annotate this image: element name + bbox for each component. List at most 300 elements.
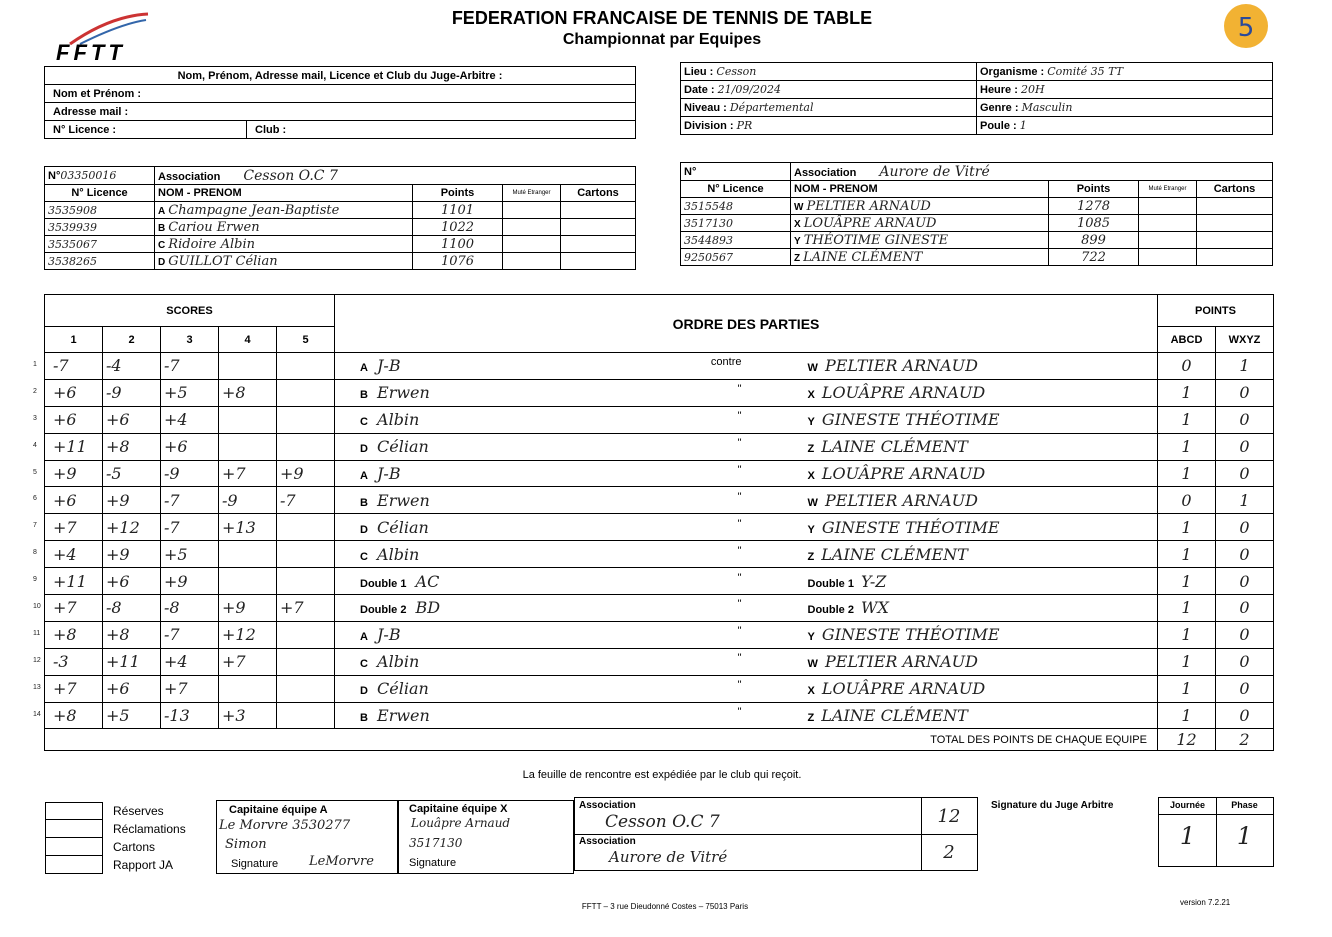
set-score-value: +6: [164, 437, 188, 457]
team-a-player-cartons: [561, 253, 636, 270]
team-x-player-letter: Z: [794, 252, 801, 264]
set-score-value: -7: [164, 490, 180, 510]
check-label: Réclamations: [113, 822, 186, 836]
set-score: [161, 702, 219, 729]
team-a-name-head: NOM - PRENOM: [155, 185, 413, 202]
game-number: 5: [33, 468, 37, 476]
set-score-value: -7: [53, 356, 69, 376]
set-score: [219, 460, 277, 487]
checkbox[interactable]: [45, 856, 103, 874]
set-score-value: +7: [53, 517, 77, 537]
set-score-value: +4: [164, 652, 188, 672]
set-score-value: +9: [106, 490, 130, 510]
game-a-player: Célian: [377, 517, 429, 537]
game-points-x: 0: [1216, 460, 1274, 487]
game-points-a: 1: [1158, 406, 1216, 433]
checkbox[interactable]: [45, 820, 103, 838]
game-x-code: Y: [807, 416, 815, 429]
set-score: [33, 487, 103, 514]
logo-text: FFTT: [56, 40, 126, 65]
game-row: [45, 406, 1274, 433]
set-score-value: +7: [53, 598, 77, 618]
set-score-value: -4: [106, 356, 122, 376]
game-points-x: 0: [1216, 675, 1274, 702]
set-score-value: +6: [53, 383, 77, 403]
game-x-code: Z: [807, 712, 815, 725]
team-x-player-mute: [1139, 215, 1197, 232]
game-points-a: 1: [1158, 702, 1216, 729]
set-score: [277, 595, 335, 622]
phase-label: Phase: [1231, 800, 1258, 810]
set-score-value: +6: [53, 490, 77, 510]
player-row: [681, 198, 1273, 215]
heure-label: Heure :: [980, 84, 1018, 96]
set-score-value: +7: [222, 652, 246, 672]
referee-table: [44, 66, 636, 139]
team-x-player-mute: [1139, 249, 1197, 266]
game-separator: ": [737, 706, 742, 719]
game-row: [45, 379, 1274, 406]
set-4-head: 4: [219, 327, 277, 353]
team-a-player-name-cell: [155, 202, 413, 219]
game-number: 10: [33, 603, 41, 611]
team-x-player-letter: X: [794, 218, 801, 230]
team-a-player-letter: B: [158, 222, 166, 234]
team-a-player-name: GUILLOT Célian: [168, 253, 278, 269]
games-table: [33, 294, 1274, 751]
team-x-player-licence: 3517130: [681, 215, 791, 232]
game-a-code: A: [360, 362, 368, 375]
captain-a-label: Capitaine équipe A: [229, 804, 328, 816]
svg-text:5: 5: [1237, 13, 1255, 43]
game-points-x: 0: [1216, 595, 1274, 622]
game-row: [45, 568, 1274, 595]
team-a-player-licence: 3538265: [45, 253, 155, 270]
set-score: [103, 621, 161, 648]
team-x-player-cartons: [1197, 215, 1273, 232]
checkbox[interactable]: [45, 838, 103, 856]
set-score: [219, 433, 277, 460]
set-score-value: -9: [106, 383, 122, 403]
journee-phase-box: [1158, 797, 1274, 867]
assoc-a-value: Cesson O.C 7: [605, 812, 720, 832]
game-x-code: X: [807, 685, 815, 698]
game-x-player: LAINE CLÉMENT: [821, 437, 968, 457]
game-points-a: 1: [1158, 648, 1216, 675]
team-x-player-points: 1085: [1049, 215, 1139, 232]
set-score: [33, 353, 103, 380]
game-a-player: Erwen: [377, 383, 430, 403]
game-row: [45, 541, 1274, 568]
player-row: [45, 219, 636, 236]
team-x-player-name: PELTIER ARNAUD: [806, 198, 931, 214]
set-score: [103, 353, 161, 380]
check-item: [45, 802, 186, 820]
checkbox[interactable]: [45, 802, 103, 820]
team-a-player-points: 1022: [413, 219, 503, 236]
set-score-value: -3: [53, 652, 69, 672]
set-score-value: -7: [164, 517, 180, 537]
game-a-code: Double 1: [360, 577, 407, 590]
checkbox-list: [45, 802, 186, 874]
set-score: [33, 433, 103, 460]
game-x-player: LOUÂPRE ARNAUD: [821, 679, 986, 699]
set-score-value: +4: [53, 544, 77, 564]
set-score-value: -7: [164, 625, 180, 645]
team-x-licence-head: N° Licence: [681, 181, 791, 198]
result-assoc-box: [574, 797, 978, 871]
game-points-x: 0: [1216, 648, 1274, 675]
game-x-cell: [805, 379, 1158, 406]
game-x-player: Y-Z: [861, 571, 887, 591]
team-x-player-mute: [1139, 198, 1197, 215]
team-a-player-mute: [503, 202, 561, 219]
game-number: 13: [33, 683, 41, 691]
game-a-player: J-B: [377, 464, 401, 483]
referee-email-label: Adresse mail :: [45, 103, 636, 121]
heure-value: 20H: [1020, 83, 1045, 96]
game-points-x: 1: [1216, 487, 1274, 514]
set-score-value: -8: [164, 598, 180, 618]
set-score: [103, 595, 161, 622]
game-a-cell: [335, 648, 805, 675]
set-score-value: +9: [106, 544, 130, 564]
team-x-player-name-cell: [791, 198, 1049, 215]
team-x-player-name-cell: [791, 232, 1049, 249]
set-score: [103, 379, 161, 406]
team-a-player-licence: 3535908: [45, 202, 155, 219]
team-x-player-cartons: [1197, 232, 1273, 249]
game-x-player: GINESTE THÉOTIME: [821, 625, 1000, 645]
totals-label: TOTAL DES POINTS DE CHAQUE EQUIPE: [45, 729, 1158, 751]
team-x-player-name: LOUÂPRE ARNAUD: [803, 215, 937, 231]
score-a-value: 12: [937, 806, 961, 827]
captain-a-extra: Simon: [225, 837, 267, 852]
check-label: Cartons: [113, 840, 156, 854]
referee-club-label: Club :: [247, 121, 636, 139]
game-separator: ": [737, 544, 742, 557]
set-score: [277, 541, 335, 568]
lieu-label: Lieu :: [684, 66, 714, 78]
game-x-cell: [805, 353, 1158, 380]
check-item: [45, 856, 186, 874]
set-score: [33, 460, 103, 487]
niveau-label: Niveau :: [684, 102, 727, 114]
game-x-code: Y: [807, 631, 815, 644]
player-icon: [1222, 2, 1270, 50]
set-score: [103, 675, 161, 702]
date-value: 21/09/2024: [717, 83, 782, 96]
total-a: 12: [1158, 729, 1216, 751]
player-row: [45, 202, 636, 219]
game-a-cell: [335, 621, 805, 648]
phase-value: 1: [1236, 822, 1253, 850]
set-score: [277, 621, 335, 648]
division-label: Division :: [684, 120, 734, 132]
set-score-value: +6: [106, 571, 130, 591]
captain-a-name: Le Morvre 3530277: [219, 818, 351, 833]
set-score: [277, 514, 335, 541]
journee-value: 1: [1179, 822, 1196, 850]
game-x-cell: [805, 541, 1158, 568]
game-x-cell: [805, 487, 1158, 514]
team-x-player-name: THÉOTIME GINESTE: [803, 232, 949, 248]
set-score: [277, 702, 335, 729]
set-score: [103, 541, 161, 568]
game-separator: ": [737, 437, 742, 450]
game-points-a: 0: [1158, 353, 1216, 380]
team-x-player-points: 722: [1049, 249, 1139, 266]
team-x-player-cartons: [1197, 198, 1273, 215]
game-x-code: X: [807, 389, 815, 402]
game-a-cell: [335, 514, 805, 541]
team-a-player-licence: 3539939: [45, 219, 155, 236]
team-a-player-points: 1076: [413, 253, 503, 270]
team-x-player-licence: 3544893: [681, 232, 791, 249]
team-x-mute-head: Muté Etranger: [1139, 181, 1197, 198]
set-score: [161, 568, 219, 595]
set-score: [33, 379, 103, 406]
game-a-player: J-B: [377, 356, 401, 376]
game-row: [45, 621, 1274, 648]
game-a-player: AC: [415, 571, 440, 591]
ja-signature-label: Signature du Juge Arbitre: [991, 800, 1114, 811]
set-score: [277, 648, 335, 675]
set-score: [219, 568, 277, 595]
team-a-licence-head: N° Licence: [45, 185, 155, 202]
set-score: [219, 648, 277, 675]
set-score: [219, 675, 277, 702]
game-points-a: 1: [1158, 514, 1216, 541]
game-number: 7: [33, 522, 37, 530]
game-points-x: 0: [1216, 406, 1274, 433]
game-separator: ": [737, 652, 742, 665]
set-score: [103, 487, 161, 514]
game-points-x: 0: [1216, 702, 1274, 729]
order-head: ORDRE DES PARTIES: [335, 295, 1158, 353]
game-x-player: PELTIER ARNAUD: [824, 490, 978, 510]
game-a-code: C: [360, 550, 368, 563]
set-score-value: +3: [222, 706, 246, 726]
team-a-player-name-cell: [155, 253, 413, 270]
game-a-code: D: [360, 685, 368, 698]
game-x-player: LOUÂPRE ARNAUD: [821, 383, 986, 403]
check-label: Rapport JA: [113, 858, 174, 872]
set-score-value: -7: [280, 490, 296, 510]
game-x-code: W: [807, 496, 818, 509]
game-a-code: B: [360, 496, 368, 509]
team-a-points-head: Points: [413, 185, 503, 202]
set-score: [219, 702, 277, 729]
team-a-num: 03350016: [60, 169, 117, 182]
set-score-value: +7: [280, 598, 304, 618]
game-x-cell: [805, 675, 1158, 702]
game-separator: ": [737, 625, 742, 638]
game-x-player: PELTIER ARNAUD: [824, 652, 978, 672]
set-score: [161, 379, 219, 406]
game-x-cell: [805, 648, 1158, 675]
set-score-value: +9: [222, 598, 246, 618]
set-score: [219, 379, 277, 406]
team-x-name-head: NOM - PRENOM: [791, 181, 1049, 198]
player-row: [45, 236, 636, 253]
set-score-value: +11: [53, 437, 87, 457]
set-score: [103, 568, 161, 595]
game-a-code: A: [360, 470, 368, 482]
set-score: [277, 460, 335, 487]
captain-a-box: [216, 800, 398, 874]
set-score: [161, 541, 219, 568]
game-a-player: Erwen: [377, 706, 430, 726]
team-x-table: [680, 162, 1273, 266]
team-x-player-licence: 3515548: [681, 198, 791, 215]
points-head: POINTS: [1158, 295, 1274, 327]
game-points-a: 1: [1158, 460, 1216, 487]
game-points-a: 0: [1158, 487, 1216, 514]
organisme-value: Comité 35 TT: [1047, 65, 1124, 78]
team-x-assoc-label: Association: [794, 166, 857, 179]
game-a-cell: [335, 568, 805, 595]
game-a-cell: [335, 541, 805, 568]
game-row: [45, 353, 1274, 380]
set-score: [219, 353, 277, 380]
game-separator: ": [737, 410, 742, 423]
assoc-x-value: Aurore de Vitré: [609, 848, 728, 866]
set-score: [161, 460, 219, 487]
set-score-value: +11: [53, 571, 87, 591]
player-row: [681, 232, 1273, 249]
set-score-value: +7: [53, 679, 77, 699]
set-score-value: -8: [106, 598, 122, 618]
set-score-value: -13: [164, 706, 190, 726]
game-a-player: BD: [415, 598, 441, 618]
team-a-player-cartons: [561, 202, 636, 219]
team-x-player-letter: W: [794, 201, 804, 213]
set-score: [161, 621, 219, 648]
team-x-player-name-cell: [791, 215, 1049, 232]
game-a-code: Double 2: [360, 604, 407, 617]
game-a-player: Célian: [377, 679, 429, 699]
set-score: [219, 406, 277, 433]
captain-x-name: Louâpre Arnaud: [411, 816, 511, 830]
total-x: 2: [1216, 729, 1274, 751]
team-a-num-label: N°: [48, 170, 61, 182]
game-a-code: D: [360, 443, 368, 456]
assoc-a-label: Association: [579, 800, 636, 811]
wxyz-head: WXYZ: [1216, 327, 1274, 353]
genre-label: Genre :: [980, 102, 1019, 114]
event-logo: [1222, 2, 1270, 50]
set-score-value: -5: [106, 464, 122, 483]
set-score: [33, 595, 103, 622]
set-score-value: +9: [280, 464, 304, 483]
set-score: [103, 648, 161, 675]
game-x-player: LOUÂPRE ARNAUD: [821, 464, 986, 483]
set-score: [219, 514, 277, 541]
set-score-value: +5: [106, 706, 130, 726]
game-a-player: Célian: [377, 437, 429, 457]
set-score: [103, 406, 161, 433]
player-row: [681, 215, 1273, 232]
set-score: [161, 353, 219, 380]
team-x-player-mute: [1139, 232, 1197, 249]
game-number: 2: [33, 387, 37, 395]
game-x-cell: [805, 702, 1158, 729]
set-score-value: -7: [164, 356, 180, 376]
team-a-player-cartons: [561, 236, 636, 253]
set-score-value: +8: [106, 437, 130, 457]
game-points-x: 0: [1216, 621, 1274, 648]
set-score: [33, 514, 103, 541]
game-row: [45, 675, 1274, 702]
game-x-player: GINESTE THÉOTIME: [821, 517, 1000, 537]
game-a-cell: [335, 433, 805, 460]
game-x-player: GINESTE THÉOTIME: [821, 410, 1000, 430]
game-number: 4: [33, 441, 37, 449]
set-score-value: +8: [222, 383, 246, 403]
game-a-cell: [335, 675, 805, 702]
game-a-cell: [335, 460, 805, 487]
game-separator: ": [737, 383, 742, 396]
game-x-code: Double 1: [807, 577, 854, 590]
captain-x-box: [398, 800, 574, 874]
division-value: PR: [736, 119, 753, 132]
set-score-value: +8: [53, 625, 77, 645]
game-x-code: X: [807, 470, 815, 482]
game-separator: ": [737, 464, 742, 476]
game-x-cell: [805, 595, 1158, 622]
game-a-player: Albin: [377, 410, 420, 430]
game-a-code: C: [360, 416, 368, 429]
team-a-player-points: 1101: [413, 202, 503, 219]
set-score-value: +11: [106, 652, 140, 672]
team-a-player-name: Champagne Jean-Baptiste: [168, 202, 340, 218]
team-a-table: [44, 166, 636, 270]
set-score-value: +12: [106, 517, 140, 537]
team-a-player-licence: 3535067: [45, 236, 155, 253]
set-5-head: 5: [277, 327, 335, 353]
team-a-player-name: Cariou Erwen: [168, 219, 260, 235]
team-x-num-label: N°: [681, 163, 791, 181]
set-score: [161, 514, 219, 541]
game-number: 14: [33, 710, 41, 718]
set-score-value: +7: [222, 464, 246, 483]
set-score-value: +9: [164, 571, 188, 591]
captain-a-signature: LeMorvre: [309, 854, 374, 869]
team-x-player-cartons: [1197, 249, 1273, 266]
set-score: [277, 379, 335, 406]
check-item: [45, 820, 186, 838]
game-a-cell: [335, 353, 805, 380]
game-a-player: Albin: [377, 544, 420, 564]
team-a-cartons-head: Cartons: [561, 185, 636, 202]
game-separator: contre: [710, 356, 742, 369]
team-x-player-name: LAINE CLÉMENT: [803, 249, 923, 265]
set-score-value: +5: [164, 544, 188, 564]
federation-address: FFTT – 3 rue Dieudonné Costes – 75013 Paris: [581, 902, 749, 911]
game-row: [45, 514, 1274, 541]
game-separator: ": [737, 598, 742, 611]
game-a-code: D: [360, 523, 368, 536]
team-x-assoc: Aurore de Vitré: [879, 163, 990, 180]
game-x-cell: [805, 514, 1158, 541]
team-a-player-name: Ridoire Albin: [168, 236, 255, 252]
team-x-player-points: 1278: [1049, 198, 1139, 215]
team-a-player-letter: A: [158, 205, 166, 217]
set-score: [277, 406, 335, 433]
team-x-points-head: Points: [1049, 181, 1139, 198]
score-x-value: 2: [943, 842, 955, 863]
